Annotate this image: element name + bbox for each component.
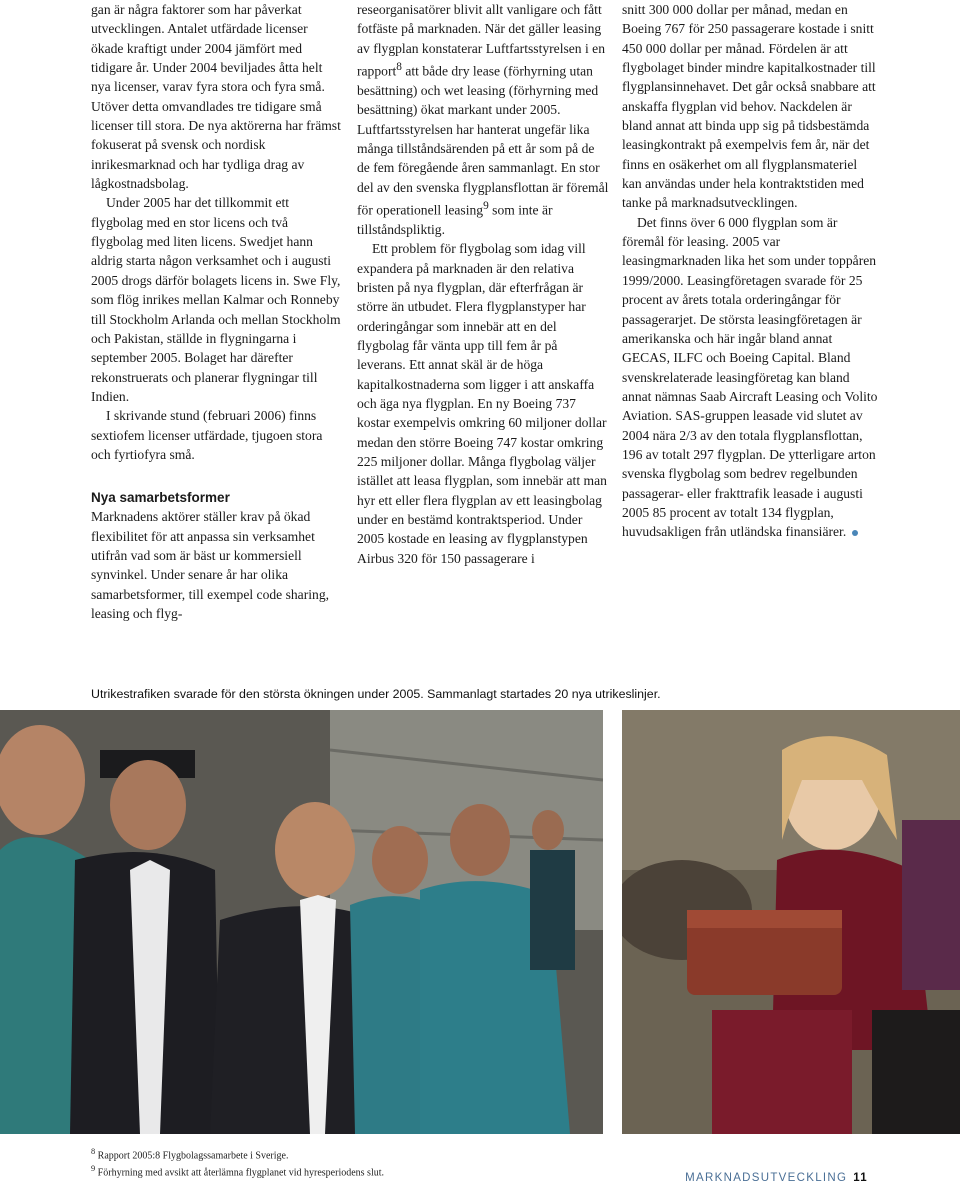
footnote-ref: 8: [396, 61, 402, 74]
paragraph-part: som inte är tillståndspliktig.: [357, 202, 553, 237]
paragraph-part: reseorganisatörer blivit allt vanligare och fått fotfäste på marknaden. När det gäller leasing av flygplan konstaterar Luftfartsstyrelsen i en rapport: [357, 2, 605, 79]
photo-caption: Utrikestrafiken svarade för den största ökningen under 2005. Sammanlagt startades 20 nya utrikeslinjer.: [91, 687, 661, 701]
paragraph: Under 2005 har det tillkommit ett flygbolag med en stor licens och två flygbolag med liten licens. Swedjet hann aldrig starta någon verksamhet och i augusti 2005 drogs därför bolagets licens in. Swe Fly, som flög inrikes mellan Kalmar och Ronneby till Stockholm Arlanda och mellan Stockholm och Pakistan, ställde in flygningarna i september 2005. Bolaget har därefter rekonstruerats och planerar flygningar till Indien.: [91, 195, 341, 404]
paragraph: [357, 0, 609, 239]
girl-photo-illustration: [622, 710, 960, 1134]
footnote-text: Förhyrning med avsikt att återlämna flygplanet vid hyresperiodens slut.: [97, 1167, 384, 1179]
section-heading: Nya samarbetsformer: [91, 490, 230, 506]
paragraph: I skrivande stund (februari 2006) finns sextiofem licenser utfärdade, tjugoen stora och fyrtiofyra små.: [91, 408, 323, 462]
end-bullet-icon: [852, 530, 858, 536]
girl-photo: [622, 710, 960, 1134]
footnotes: [91, 1145, 384, 1180]
footnote-text: Rapport 2005:8 Flygbolagssamarbete i Sverige.: [97, 1150, 289, 1162]
paragraph: Marknadens aktörer ställer krav på ökad flexibilitet för att anpassa sin verksamhet utifrån vad som är bäst ur kommersiell synvinkel. Under senare år har olika samarbetsformer, till exempel code sharing, leasing och flyg-: [91, 509, 330, 621]
page-number: 11: [853, 1172, 868, 1184]
text-column-2: [357, 0, 609, 568]
paragraph: [622, 213, 878, 542]
page-folio: [685, 1172, 868, 1184]
footnote-9: [91, 1162, 384, 1179]
paragraph: snitt 300 000 dollar per månad, medan en Boeing 767 för 250 passagerare kostade i snitt 450 000 dollar per månad. Fördelen är att flygbolaget binder mindre kapitalkostnader till flygplansinnehavet. Det går också snabbare att anskaffa flygplan vid behov. Nackdelen är bland annat att binda upp sig på tidsbestämda leasingkontrakt på exempelvis fem år, när det finns en osäkerhet om all flygplansmateriel kan användas under hela kontraktstiden med tanke på marknadsutvecklingen.: [622, 2, 876, 211]
footnote-ref: 9: [483, 199, 489, 212]
paragraph: Ett problem för flygbolag som idag vill expandera på marknaden är den relativa bristen på nya flygplan, där efterfrågan är större än utbudet. Flera flygplanstyper har orderingångar som innebär att en del flygbolag får vänta upp till fem år på leverans. Ett annat skäl är de höga kapitalkostnaderna som ligger i att anskaffa och äga nya flygplan. En ny Boeing 737 kostar exempelvis omkring 60 miljoner dollar medan den större Boeing 747 kostar omkring 225 miljoner dollar. Många flygbolag väljer istället att leasa flygplan, som innebär att man hyr ett eller flera flygplan av ett leasingbolag under en bestämd kontraktsperiod. Under 2005 kostade en leasing av flygplanstypen Airbus 320 för 150 passagerare i: [357, 241, 607, 566]
footnote-number: 9: [91, 1164, 96, 1174]
text-column-1: [91, 0, 343, 623]
paragraph: gan är några faktorer som har påverkat utvecklingen. Antalet utfärdade licenser ökade kraftigt under 2004 jämfört med tidigare år. Under 2004 beviljades åtta helt nya licenser, varav fyra stora och fyra små. Utöver detta omvandlades tre tidigare små licenser till stora. De nya aktörerna har främst fokuserat på svensk och nordisk inrikesmarknad och har tydliga drag av lågkostnadsbolag.: [91, 2, 341, 192]
crew-photo: [0, 710, 603, 1134]
text-column-3: [622, 0, 878, 542]
section-name: MARKNADSUTVECKLING: [685, 1172, 848, 1184]
footnote-8: [91, 1145, 384, 1162]
crew-photo-illustration: [0, 710, 603, 1134]
footnote-number: 8: [91, 1147, 96, 1156]
paragraph-part: att både dry lease (förhyrning utan besättning) och wet leasing (förhyrning med besättning) ökat markant under 2005. Luftfartsstyrelsen har hanterat ungefär lika många tillståndsärenden på ett år som på de de fem föregående åren sammanlagt. En stor del av den svenska flygplansflottan är föremål för operationell leasing: [357, 63, 609, 218]
paragraph-text: Det finns över 6 000 flygplan som är föremål för leasing. 2005 var leasingmarknaden lika het som under toppåren 1999/2000. Leasingföretagen svarade för 25 procent av årets totala orderingångar för passagerarjet. De största leasingföretagen är amerikanska och här ingår bland annat GECAS, ILFC och Boeing Capital. Bland svenskrelaterade leasingföretag kan bland annat nämnas Saab Aircraft Leasing och Volito Aviation. SAS-gruppen leasade vid slutet av 2004 nära 2/3 av den totala flygplansflottan, 196 av totalt 297 flygplan. De ytterligare arton svenska flygbolag som bedrev regelbunden passagerar- eller frakttrafik leasade i augusti 2005 85 procent av totalt 134 flygplan, huvudsakligen från utländska finansiärer.: [622, 214, 878, 540]
